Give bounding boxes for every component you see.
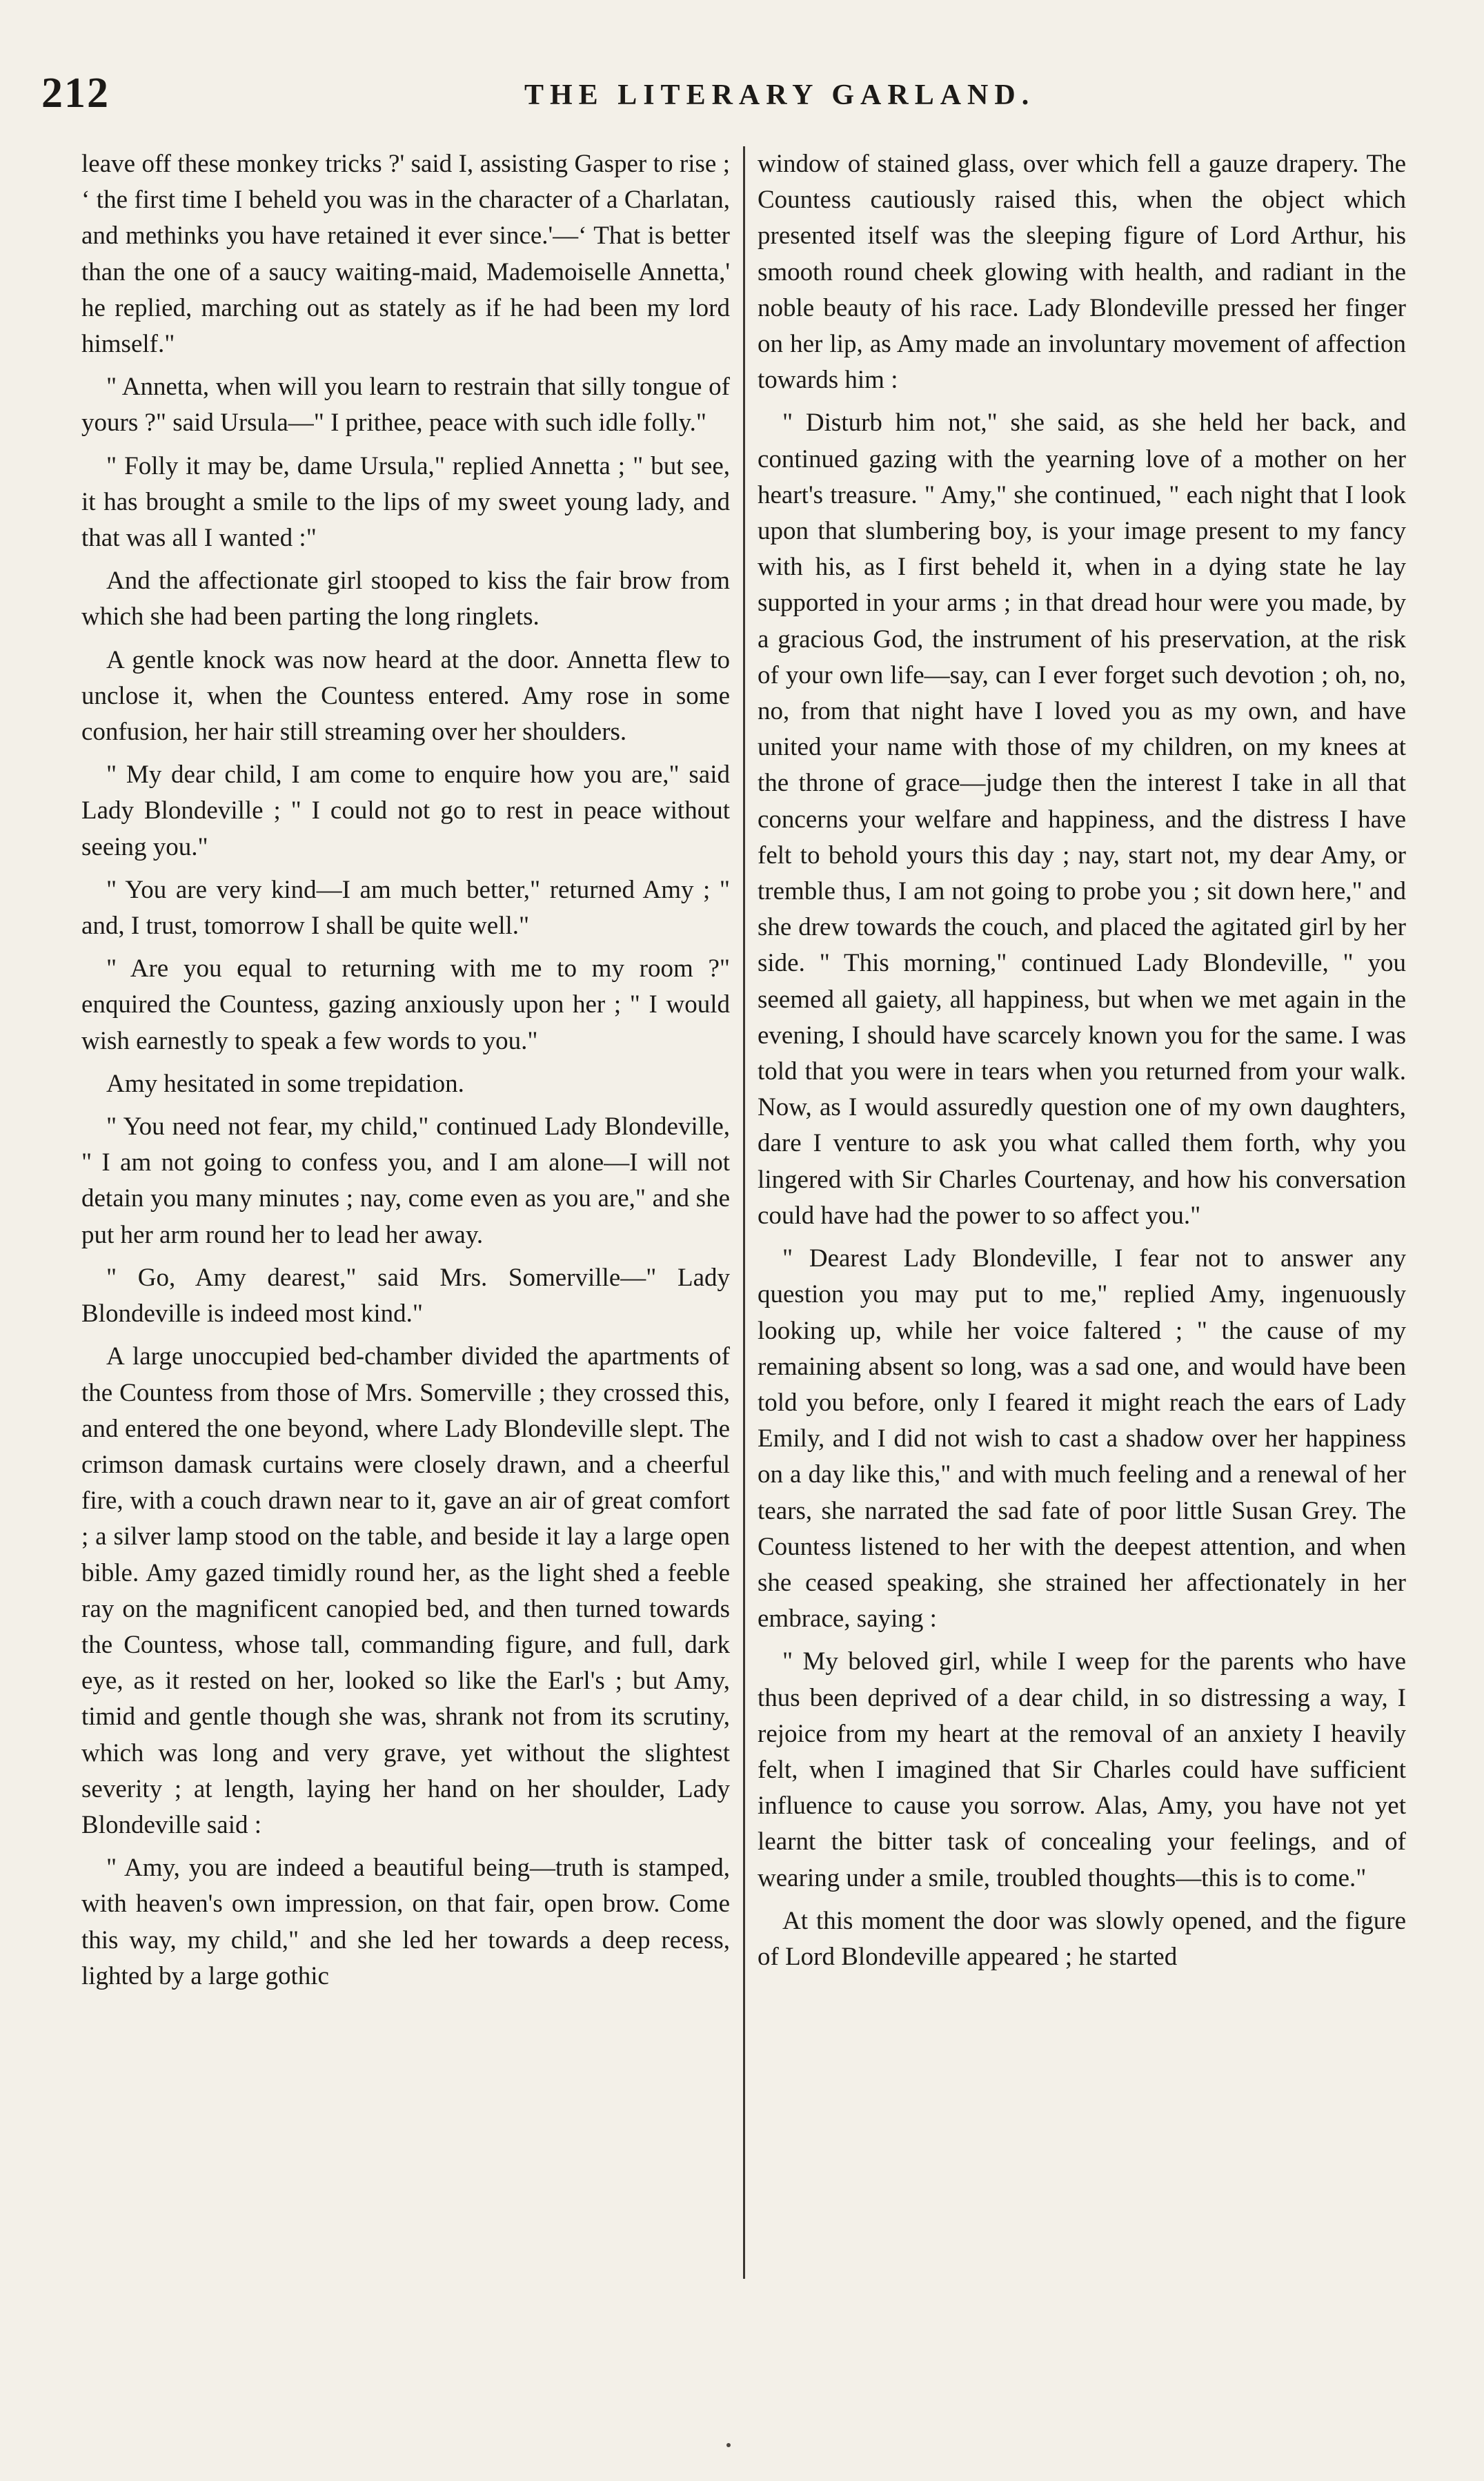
running-title: THE LITERARY GARLAND. — [524, 79, 1036, 111]
footer-dot — [726, 2443, 731, 2447]
paragraph: At this moment the door was slowly opened, and the figure of Lord Blondeville appeared ; he started — [758, 1906, 1406, 1971]
column-divider — [743, 146, 745, 2279]
right-column — [758, 146, 1406, 2286]
paragraph: And the affectionate girl stooped to kiss the fair brow from which she had been parting the long ringlets. — [81, 567, 730, 631]
left-column — [81, 146, 730, 2286]
paragraph: " Folly it may be, dame Ursula," replied Annetta ; " but see, it has brought a smile to the lips of my sweet young lady, and that was all I wanted :" — [81, 451, 730, 553]
page-number: 212 — [41, 70, 110, 117]
paragraph: " Annetta, when will you learn to restrain that silly tongue of yours ?" said Ursula—" I prithee, peace with such idle folly." — [81, 373, 730, 438]
paragraph: " Disturb him not," she said, as she held her back, and continued gazing with the yearning love of a mother on her heart's treasure. " Amy," she continued, " each night that I look upon that slumbering boy, is your image present to my fancy with his, as I first beheld it, when in a dying state he lay supported in your arms ; in that dread hour were you made, by a gracious God, the instrument of his preservation, at the risk of your own life—say, can I ever forget such devotion ; oh, no, no, from that night have I loved you as my own, and have united your name with those of my children, on my knees at the throne of grace—judge then the interest I take in all that concerns your welfare and happiness, and the distress I have felt to behold yours this day ; nay, start not, my dear Amy, or tremble thus, I am not going to probe you ; sit down here," and she drew towards the couch, and placed the agitated girl by her side. " This morning," continued Lady Blondeville, " you seemed all gaiety, all happiness, but when we met again in the evening, I should have scarcely known you for the same. I was told that you were in tears when you returned from your walk. Now, as I would assuredly question one of my own daughters, dare I venture to ask you what called them forth, why you lingered with Sir Charles Courtenay, and how his conversation could have had the power to so affect you." — [758, 409, 1406, 1230]
paragraph: " You need not fear, my child," continued Lady Blondeville, " I am not going to confess you, and I am alone—I will not detain you many minutes ; nay, come even as you are," and she put her arm round her to lead her away. — [81, 1112, 730, 1249]
paragraph: Amy hesitated in some trepidation. — [106, 1069, 464, 1098]
paragraph: " My dear child, I am come to enquire how you are," said Lady Blondeville ; " I could not go to rest in peace without seeing you." — [81, 761, 730, 861]
paragraph: " Amy, you are indeed a beautiful being—truth is stamped, with heaven's own impression, on that fair, open brow. Come this way, my child," and she led her towards a deep recess, lighted by a large gothic — [81, 1854, 730, 1990]
paragraph: " Dearest Lady Blondeville, I fear not to answer any question you may put to me," replied Amy, ingenuously looking up, while her voice faltered ; " the cause of my remaining absent so long, was a sad one, and would have been told you before, only I feared it might reach the ears of Lady Emily, and I did not wish to cast a shadow over her happiness on a day like this," and with much feeling and a renewal of her tears, she narrated the sad fate of poor little Susan Grey. The Countess listened to her with the deepest attention, and when she ceased speaking, she strained her affectionately in her embrace, saying : — [758, 1244, 1406, 1634]
paragraph: A gentle knock was now heard at the door. Annetta flew to unclose it, when the Countess entered. Amy rose in some confusion, her hair still streaming over her shoulders. — [81, 645, 730, 747]
paragraph: leave off these monkey tricks ?' said I, assisting Gasper to rise ; ‘ the first time I beheld you was in the character of a Charlatan, and methinks you have retained it ever since.'—‘ That is better than the one of a saucy waiting-maid, Mademoiselle Annetta,' he replied, marching out as stately as if he had been my lord himself." — [81, 150, 730, 359]
paragraph: A large unoccupied bed-chamber divided the apartments of the Countess from those of Mrs. Somerville ; they crossed this, and entered the one beyond, where Lady Blondeville slept. The crimson damask curtains were closely drawn, and a cheerful fire, with a couch drawn near to it, gave an air of great comfort ; a silver lamp stood on the table, and beside it lay a large open bible. Amy gazed timidly round her, as the light shed a feeble ray on the magnificent canopied bed, and then turned towards the Countess, whose tall, commanding figure, and full, dark eye, as it rested on her, looked so like the Earl's ; but Amy, timid and gentle though she was, shrank not from its scrutiny, which was long and very grave, yet without the slightest severity ; at length, laying her hand on her shoulder, Lady Blondeville said : — [81, 1342, 730, 1839]
paragraph: " You are very kind—I am much better," returned Amy ; " and, I trust, tomorrow I shall be quite well." — [81, 875, 730, 941]
paragraph: " Go, Amy dearest," said Mrs. Somerville—" Lady Blondeville is indeed most kind." — [81, 1263, 730, 1328]
paragraph: " Are you equal to returning with me to my room ?" enquired the Countess, gazing anxiously upon her ; " I would wish earnestly to speak a few words to you." — [81, 954, 730, 1055]
running-header — [41, 69, 1394, 131]
paragraph: " My beloved girl, while I weep for the parents who have thus been deprived of a dear child, in so distressing a way, I rejoice from my heart at the removal of an anxiety I heavily felt, when I imagined that Sir Charles could have sufficient influence to cause you sorrow. Alas, Amy, you have not yet learnt the bitter task of concealing your feelings, and of wearing under a smile, troubled thoughts—this is to come." — [758, 1647, 1406, 1892]
paragraph: window of stained glass, over which fell a gauze drapery. The Countess cautiously raised this, when the object which presented itself was the sleeping figure of Lord Arthur, his smooth round cheek glowing with health, and radiant in the noble beauty of his race. Lady Blondeville pressed her finger on her lip, as Amy made an involuntary movement of affection towards him : — [758, 150, 1406, 395]
